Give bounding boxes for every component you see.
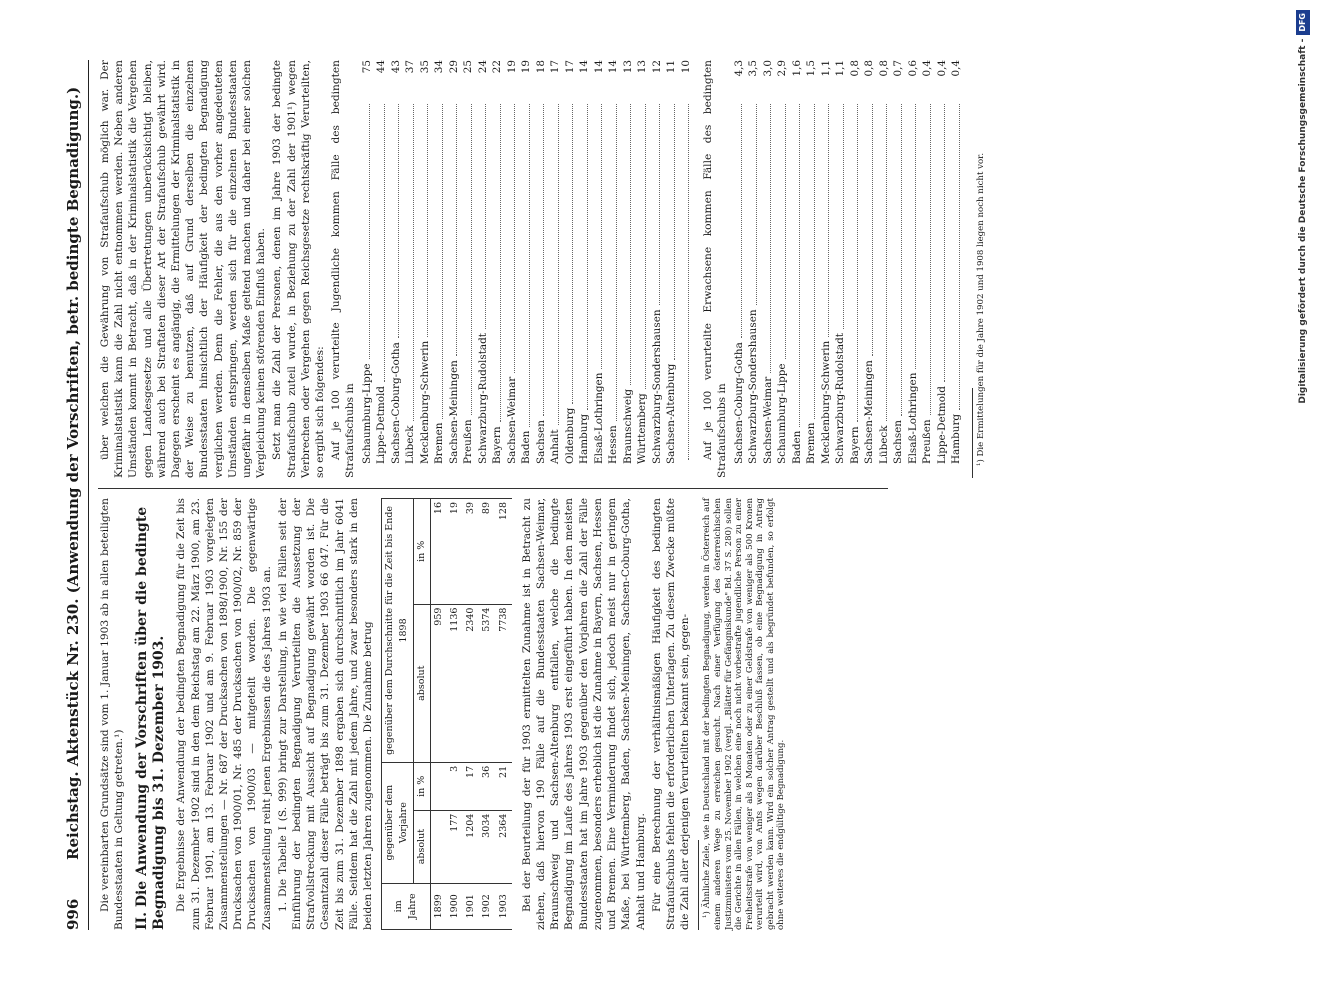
leader-dots [418, 104, 429, 337]
cell-pct2: 19 [447, 499, 463, 605]
leader-dots [374, 104, 385, 382]
dfg-logo: DFG [1296, 10, 1310, 35]
rate-value: 34 [433, 60, 446, 74]
state-name: Sachsen-Coburg-Gotha [389, 342, 402, 464]
leader-dots [461, 104, 472, 415]
cell-year: 1903 [496, 883, 512, 929]
adult-rate-list [732, 60, 964, 478]
leader-dots [650, 104, 661, 305]
state-name: Sachsen [892, 420, 905, 464]
list-item [935, 60, 950, 478]
paragraph: über welchen die Gewährung von Strafaufschub möglich war. Der Kriminalstatistik kann die Zahl nicht entnommen werden. Neben anderen Umständen kommt in Betracht, daß in der Kriminalstatistik die Vergehen gegen Landesgesetze und alle Übertretungen unberücksichtigt bleiben, während auch bei Straftaten dieser Art der Strafaufschub gewährt wird. Dagegen erscheint es angängig, die Ermittelungen der Kriminalstatistik in der Weise zu benutzen, daß auf Grund derselben die einzelnen Bundesstaaten hinsichtlich der Häufigkeit der bedingten Begnadigung verglichen werden. Denn die Fehler, die aus den vorher angedeuteten Umständen entspringen, werden sich für die einzelnen Bundesstaaten ungefähr in demselben Maße geltend machen und daher bei einer solchen Vergleichung keinen störenden Einfluß haben. [99, 60, 268, 478]
list-item [732, 60, 747, 478]
leader-dots [490, 104, 501, 422]
rate-value: 37 [404, 60, 417, 74]
state-name: Lübeck [404, 425, 417, 464]
state-name: Lübeck [877, 425, 890, 464]
state-name: Schaumburg-Lippe [360, 363, 373, 464]
table-subheader-pct: in % [413, 499, 430, 605]
leader-dots [877, 104, 888, 421]
paragraph: Auf je 100 verurteilte Jugendliche kommen Fälle des bedingten Strafaufschubs in [330, 60, 357, 478]
leader-dots [935, 104, 946, 382]
state-name: Baden [790, 430, 803, 464]
paragraph: Die Ergebnisse der Anwendung der bedingten Begnadigung für die Zeit bis zum 31. Dezember 1902 sind in den dem Reichstag am 22. März 1900, am 23. Februar 1901, am 13. Februar 1902 und am 9. Februar 1903 vorgelegten Zusammenstellungen — Nr. 687 der Drucksachen von 1898/1900, Nr. 155 der Drucksachen von 1900/01, Nr. 485 der Drucksachen von 1900/02, Nr. 859 der Drucksachen von 1900/03 — mitgeteilt worden. Die gegenwärtige Zusammenstellung reiht jenen Ergebnissen die des Jahres 1903 an. [175, 498, 273, 930]
list-item [891, 60, 906, 478]
list-item [621, 60, 636, 478]
leader-dots [679, 104, 690, 460]
rate-value: 17 [549, 60, 562, 74]
cell-pct2: 39 [463, 499, 479, 605]
rate-value: 44 [375, 60, 388, 74]
rate-value: 3,5 [747, 60, 760, 77]
state-name: Elsaß-Lothringen [906, 372, 919, 464]
state-name: Bremen [805, 422, 818, 464]
cell-abs2: 5374 [479, 604, 495, 762]
rate-value: 1,1 [819, 60, 832, 77]
state-name: Oldenburg [563, 407, 576, 464]
rate-value: 0,8 [863, 60, 876, 77]
leader-dots [476, 104, 487, 329]
leader-dots [389, 104, 400, 338]
footnote-rule [972, 388, 973, 478]
credit-text: Digitalisierung gefördert durch die Deutsche Forschungsgemeinschaft - [1298, 38, 1308, 404]
footnote: ¹) Die Ermittelungen für die Jahre 1902 und 1908 liegen noch nicht vor. [975, 152, 986, 466]
leader-dots [862, 104, 873, 356]
table-row [463, 499, 479, 930]
column-divider [98, 488, 888, 489]
list-item [418, 60, 433, 478]
leader-dots [761, 104, 772, 373]
paragraph: 1. Die Tabelle I (S. 999) bringt zur Darstellung, in wie viel Fällen seit der Einführung der bedingten Begnadigung Verurteilten die Aussetzung der Strafvollstreckung mit Aussicht auf Begnadigung gewährt worden ist. Die Gesamtzahl dieser Fälle beträgt bis zum 31. Dezember 1903 66 047. Für die Zeit bis zum 31. Dezember 1898 ergaben sich durchschnittlich im Jahr 6041 Fälle. Seitdem hat die Zahl mit jedem Jahre, und zwar besonders stark in den beiden letzten Jahren zugenommen. Die Zunahme betrug [276, 498, 375, 930]
leader-dots [732, 104, 743, 338]
list-item [360, 60, 375, 478]
list-item [877, 60, 892, 478]
leader-dots [664, 104, 675, 360]
cell-abs2: 2340 [463, 604, 479, 762]
cell-abs1: 177 [447, 810, 463, 883]
cell-abs1: 2364 [496, 810, 512, 883]
list-item [949, 60, 964, 478]
rate-value: 13 [636, 60, 649, 74]
list-item [548, 60, 563, 478]
rate-value: 19 [505, 60, 518, 74]
digitization-credit [1293, 10, 1313, 990]
list-item [833, 60, 848, 478]
leader-dots [848, 104, 859, 422]
leader-dots [519, 104, 530, 427]
state-name: Sachsen [534, 420, 547, 464]
leader-dots [790, 104, 801, 427]
list-item [490, 60, 505, 478]
rate-value: 75 [360, 60, 373, 74]
rate-value: 18 [534, 60, 547, 74]
rate-value: 0,7 [892, 60, 905, 77]
list-item [592, 60, 607, 478]
list-item [746, 60, 761, 478]
list-item [432, 60, 447, 478]
list-item [906, 60, 921, 478]
state-name: Preußen [921, 419, 934, 464]
list-item [650, 60, 665, 478]
cell-abs1: 1204 [463, 810, 479, 883]
page-header [60, 60, 89, 930]
state-name: Schwarzburg-Rudolstadt [834, 333, 847, 464]
cell-abs1 [430, 810, 447, 883]
rate-value: 0,8 [848, 60, 861, 77]
cell-abs2: 7738 [496, 604, 512, 762]
paragraph: Für eine Berechnung der verhältnismäßigen Häufigkeit des bedingten Strafaufschubs fehlen die erforderlichen Unterlagen. Zu diesem Zwecke müßte die Zahl aller derjenigen Verurteilten bekannt sein, gegen- [650, 498, 692, 930]
left-column [98, 498, 787, 930]
rate-value: 4,3 [732, 60, 745, 77]
state-name: Baden [520, 430, 533, 464]
state-name: Preußen [462, 419, 475, 464]
rate-value: 2,9 [776, 60, 789, 77]
rate-value: 0,6 [906, 60, 919, 77]
leader-dots [432, 104, 443, 419]
rate-value: 17 [563, 60, 576, 74]
state-name: Sachsen-Weimar [761, 376, 774, 464]
rate-value: 1,5 [805, 60, 818, 77]
state-name: Bayern [491, 426, 504, 464]
rate-value: 22 [491, 60, 504, 74]
list-item [534, 60, 549, 478]
state-name: Bayern [848, 426, 861, 464]
leader-dots [804, 104, 815, 419]
rate-value: 14 [607, 60, 620, 74]
state-name: Bremen [433, 422, 446, 464]
cell-pct1: 21 [496, 762, 512, 810]
leader-dots [891, 104, 902, 416]
rate-value: 25 [462, 60, 475, 74]
rate-value: 0,4 [921, 60, 934, 77]
state-name: Mecklenburg-Schwerin [819, 340, 832, 464]
state-name: Sachsen-Coburg-Gotha [732, 342, 745, 464]
rate-value: 14 [578, 60, 591, 74]
list-item [563, 60, 578, 478]
section-heading: II. Die Anwendung der Vorschriften über die bedingte Begnadigung bis 31. Dezember 1903. [134, 506, 168, 930]
cell-pct2: 128 [496, 499, 512, 605]
paragraph: Auf je 100 verurteilte Erwachsene kommen Fälle des bedingten Strafaufschubs in [702, 60, 729, 478]
state-name: Braunschweig [621, 388, 634, 464]
list-item [664, 60, 679, 478]
leader-dots [746, 104, 757, 305]
table-row [479, 499, 495, 930]
cell-year: 1901 [463, 883, 479, 929]
leader-dots [563, 104, 574, 404]
rate-value: 24 [476, 60, 489, 74]
state-name: Elsaß-Lothringen [592, 372, 605, 464]
rate-value: 3,0 [761, 60, 774, 77]
list-item [505, 60, 520, 478]
rate-value: 29 [447, 60, 460, 74]
leader-dots [949, 104, 960, 410]
rate-value: 12 [650, 60, 663, 74]
cell-year: 1900 [447, 883, 463, 929]
rate-value: 35 [418, 60, 431, 74]
rate-value: 1,6 [790, 60, 803, 77]
leader-dots [360, 104, 371, 359]
cell-abs2: 1136 [447, 604, 463, 762]
cell-year: 1902 [479, 883, 495, 929]
state-name: Hamburg [950, 413, 963, 464]
state-name: Schaumburg-Lippe [776, 363, 789, 464]
leader-dots [635, 104, 646, 389]
state-name: Schwarzburg-Sondershausen [747, 309, 760, 464]
state-name: Lippe-Detmold [935, 386, 948, 464]
leader-dots [920, 104, 931, 415]
leader-dots [833, 104, 844, 329]
table-row [496, 499, 512, 930]
rate-value: 10 [679, 60, 692, 74]
list-item [920, 60, 935, 478]
list-item [577, 60, 592, 478]
rate-value: 1,1 [834, 60, 847, 77]
cell-abs1: 3034 [479, 810, 495, 883]
list-item [606, 60, 621, 478]
state-name: Mecklenburg-Schwerin [418, 340, 431, 464]
paragraph: Setzt man die Zahl der Personen, denen im Jahre 1903 der bedingte Strafaufschub zuteil wurde, in Beziehung zu der Zahl der 1901¹) wegen Verbrechen oder Vergehen gegen Reichsgesetze rechtskräftig Verurteilten, so ergibt sich folgendes: [271, 60, 327, 478]
leader-dots [775, 104, 786, 359]
table-header-year: im Jahre [382, 883, 431, 929]
list-item [476, 60, 491, 478]
list-item [761, 60, 776, 478]
leader-dots [906, 104, 917, 369]
cell-pct1: 36 [479, 762, 495, 810]
table-subheader-pct: in % [413, 762, 430, 810]
rate-value: 43 [389, 60, 402, 74]
rate-value: 0,8 [877, 60, 890, 77]
list-item [775, 60, 790, 478]
cell-pct2: 89 [479, 499, 495, 605]
leader-dots [577, 104, 588, 410]
rate-value: 19 [520, 60, 533, 74]
increase-table [381, 498, 512, 930]
list-item [819, 60, 834, 478]
list-item [679, 60, 694, 478]
list-item [804, 60, 819, 478]
state-name: Sachsen-Weimar [505, 376, 518, 464]
footnote-rule [698, 840, 699, 930]
leader-dots [592, 104, 603, 369]
table-row [430, 499, 447, 930]
list-item [389, 60, 404, 478]
state-name: Sachsen-Altenburg [665, 363, 678, 464]
leader-dots [403, 104, 414, 421]
leader-dots [819, 104, 830, 337]
cell-pct1 [430, 762, 447, 810]
table-subheader-abs: absolut [413, 810, 430, 883]
page-number: 996 [64, 898, 82, 930]
state-name: Sachsen-Meiningen [863, 360, 876, 464]
rate-value: 11 [665, 60, 678, 74]
table-header-group1: gegenüber dem Vorjahre [382, 762, 413, 883]
list-item [848, 60, 863, 478]
rate-value: 14 [592, 60, 605, 74]
rate-value: 13 [621, 60, 634, 74]
list-item [447, 60, 462, 478]
list-item [374, 60, 389, 478]
state-name: Anhalt [549, 429, 562, 464]
cell-pct1: 3 [447, 762, 463, 810]
list-item [403, 60, 418, 478]
cell-year: 1899 [430, 883, 447, 929]
state-name: Hessen [607, 425, 620, 464]
leader-dots [534, 104, 545, 416]
intro-paragraph: Die vereinbarten Grundsätze sind vom 1. Januar 1903 ab in allen beteiligten Bundesstaaten in Geltung getreten.¹) [99, 498, 126, 930]
list-item [790, 60, 805, 478]
cell-pct1: 17 [463, 762, 479, 810]
cell-abs2: 959 [430, 604, 447, 762]
state-name: Sachsen-Meiningen [447, 360, 460, 464]
list-item [635, 60, 650, 478]
list-item [461, 60, 476, 478]
leader-dots [621, 104, 632, 385]
table-row [447, 499, 463, 930]
state-name: Lippe-Detmold [375, 386, 388, 464]
cell-pct2: 16 [430, 499, 447, 605]
leader-dots [505, 104, 516, 373]
leader-dots [606, 104, 617, 421]
youth-rate-list [360, 60, 694, 478]
state-name: Schwarzburg-Rudolstadt [476, 333, 489, 464]
footnote: ¹) Ähnliche Ziele, wie in Deutschland mit der bedingten Begnadigung, werden in Österreich auf einem anderen Wege zu erreichen gesucht. Nach einer Verfügung des österreichischen Justizministers vom 25. November 1902 (vergl. „Blätter für Gefängniskunde" Bd. 37 S. 280) sollen die Gerichte in allen Fällen, in welchen eine noch nicht vorbestrafte jugendliche Person zu einer Freiheitsstrafe von weniger als 8 Monaten oder zu einer Geldstrafe von weniger als 500 Kronen verurteilt wird, von Amts wegen darüber Beschluß fassen, ob eine Begnadigung in Antrag gebracht werden kann. Wird ein solcher Antrag gestellt und als begründet befunden, so erfolgt ohne weiteres die endgültige Begnadigung. [702, 498, 787, 930]
paragraph: Bei der Beurteilung der für 1903 ermittelten Zunahme ist in Betracht zu ziehen, daß hiervon 190 Fälle auf die Bundesstaaten Sachsen-Weimar, Braunschweig und Sachsen-Altenburg entfallen, welche die bedingte Begnadigung im Laufe des Jahres 1903 erst eingeführt haben. In den meisten Bundesstaaten hat im Jahre 1903 gegenüber den Vorjahren die Zahl der Fälle zugenommen, besonders erheblich ist die Zunahme in Bayern, Sachsen, Hessen und Bremen. Eine Verminderung findet sich, jedoch meist nur in geringem Maße, bei Württemberg, Baden, Sachsen-Meiningen, Sachsen-Coburg-Gotha, Anhalt und Hamburg. [520, 498, 647, 930]
state-name: Hamburg [578, 413, 591, 464]
leader-dots [548, 104, 559, 425]
state-name: Schwarzburg-Sondershausen [650, 309, 663, 464]
page-title: Reichstag. Aktenstück Nr. 230. (Anwendung der Vorschriften, betr. bedingte Begnadigung.) [64, 86, 82, 860]
list-item [862, 60, 877, 478]
list-item [519, 60, 534, 478]
state-name: Württemberg [636, 393, 649, 464]
right-column [98, 60, 986, 478]
table-header-group2: gegenüber dem Durchschnitte für die Zeit bis Ende 1898 [382, 499, 413, 763]
table-subheader-abs: absolut [413, 604, 430, 762]
rate-value: 0,4 [950, 60, 963, 77]
leader-dots [447, 104, 458, 356]
rate-value: 0,4 [935, 60, 948, 77]
